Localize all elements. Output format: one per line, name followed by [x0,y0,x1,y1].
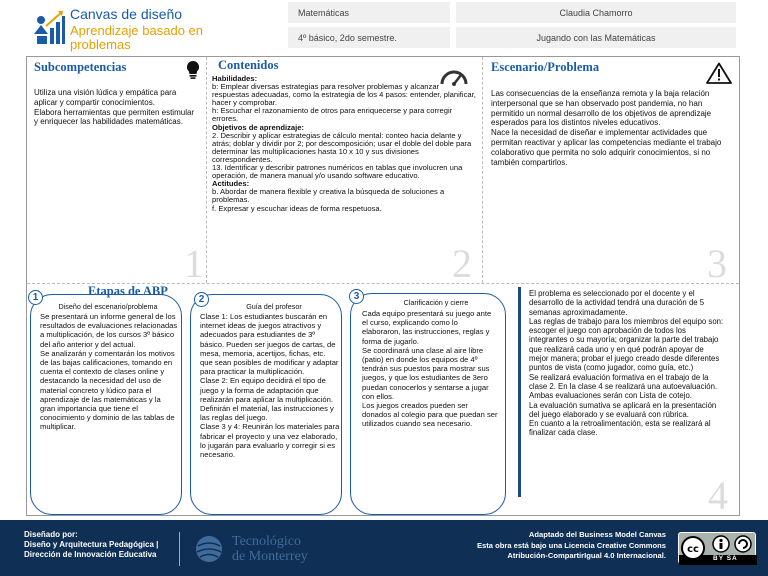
license-text: Adaptado del Business Model Canvas Esta obra está bajo una Licencia Creative Commons Atribución-CompartirIgual 4.0 Internacional. [476,530,666,560]
section-number: 4 [708,473,728,518]
contenidos-line: h: Escuchar el razonamiento de otros para enriquecerse y para corregir errores. [212,106,453,124]
grade-value: 4º básico, 2do semestre. [298,32,397,43]
contenidos-line: 13. Identificar y describir patrones numéricos en tablas que involucren una operación, de manera manual y/o usando software educativo. [212,163,463,181]
stage-body: Se presentará un informe general de los resultados de evaluaciones relacionadas a multiplicación, de los cursos 3º básico del año anterior y del actual. Se analizarán y comentarán los motivos de las bajas calificaciones, tomando en cuenta el contexto de clases online y destacando la necesidad del uso de material concreto y lúdico para el aprendizaje de las matemáticas y la gran importancia que tiene el conocimiento y dominio de las tablas de multiplicar. [40,312,178,432]
stage-heading: Guía del profesor [246,302,302,311]
section-number: 2 [452,241,472,286]
subcompetencias-body: Utiliza una visión lúdica y empática para aplicar y compartir conocimientos. Elabora herramientas que permiten estimular y enriquecer las habilidades matemáticas. [34,88,195,127]
institution-name: Tecnológico de Monterrey [232,534,308,564]
author-value: Claudia Chamorro [559,7,633,18]
svg-text:cc: cc [687,544,699,555]
divider [482,57,483,283]
grade-field[interactable] [288,27,450,48]
contenidos-line: b: Emplear diversas estrategias para resolver problemas y alcanzar respuestas adecuadas, como la estrategia de los 4 pasos: entender, planificar, hacer y comprobar. [212,82,476,108]
stage-body: Cada equipo presentará su juego ante el curso, explicando como lo elaboraron, las instrucciones, reglas y forma de jugarlo. Se coordinará una clase al aire libre (patio) en donde los equipos de 4º tendrán sus puestos para mostrar sus juegos, y que los estudiantes de 3ero puedan conocerlos y sentarse a jugar con ellos. Los juegos creados pueden ser donados al colegio para que puedan ser utilizados cuando sea necesario. [362,309,498,429]
contenidos-heading: Actitudes: [212,179,250,189]
stage-heading: Clarificación y cierre [403,298,469,307]
contenidos-line: 2. Describir y aplicar estrategias de cálculo mental: conteo hacia delante y atrás; doblar y dividir por 2; por descomposición; usar el doble del doble para determinar las multiplicaciones hasta 10 x 10 y sus divisiones correspondientes. [212,130,472,164]
footer-divider [179,532,180,566]
lightbulb-icon [184,60,202,85]
section-number: 3 [707,241,727,286]
subject-field[interactable] [288,2,450,23]
etapas-notes: El problema es seleccionado por el docente y el desarrollo de la actividad tendrá una duración de 5 semanas aproximadamente. Las reglas de trabajo para los miembros del equipo son: escoger el juego con aprobación de todos los integrantes o su mayoría; organizar la parte del trabajo que realizará cada uno y en qué podrán apoyar de mejor manera; probar el juego creado desde diferentes puntos de vista (como jugador, como guía, etc.) Se realizará evaluación formativa en el trabajo de la clase 2. En la clase 4 se realizará una autoevaluación. Ambas evaluaciones serán con Lista de cotejo. La evaluación sumativa se aplicará en la presentación del juego elaborado y se evaluará con rúbrica. En cuanto a la retroalimentación, esta se realizará al finalizar cada clase. [529,289,724,438]
footer [0,520,768,576]
creative-commons-icon[interactable] [678,532,756,564]
stage-number: 1 [28,290,43,305]
cc-badge-label: BY SA [713,555,738,562]
escenario-title: Escenario/Problema [491,60,600,74]
project-field[interactable] [456,27,736,48]
canvas-title: Canvas de diseño [70,6,183,22]
contenidos-heading: Habilidades: [212,74,258,83]
author-field[interactable] [456,2,736,23]
escenario-body: Las consecuencias de la enseñanza remota y la baja relación interpersonal que se han observado post pandemia, no han permitido un normal desarrollo de los objetivos de aprendizaje esperados para los distintos niveles educativos. Nace la necesidad de diseñar e implementar actividades que permitan reactivar y aplicar las competencias mediante el trabajo colaborativo que permita no solo adquirir conocimientos, si no también compartirlos. [491,89,722,167]
stage-number: 3 [349,289,364,304]
section-number: 1 [184,241,204,286]
contenidos-line: f. Expresar y escuchar ideas de forma respetuosa. [212,203,382,213]
people-chart-icon [32,8,66,48]
stage-number: 2 [194,292,209,307]
project-value: Jugando con las Matemáticas [536,32,656,43]
contenidos-heading: Objetivos de aprendizaje: [212,122,304,132]
etapas-title: Etapas de ABP [88,284,168,298]
divider [206,57,207,283]
contenidos-line: b. Abordar de manera flexible y creativa la búsqueda de soluciones a problemas. [212,187,445,205]
contenidos-title: Contenidos [218,58,279,72]
subject-value: Matemáticas [298,7,350,18]
accent-bar [518,287,521,497]
subcompetencias-title: Subcompetencias [34,60,127,74]
stage-heading: Diseño del escenario/problema [58,302,158,311]
globe-icon [194,534,224,569]
canvas-subtitle: Aprendizaje basado en problemas [70,23,203,52]
warning-icon [706,62,732,89]
contenidos-body [212,75,476,213]
stage-body: Clase 1: Los estudiantes buscarán en internet ideas de juegos atractivos y adecuados para estudiantes de 3º básico. Pueden ser juegos de cartas, de mesa, memoria, acertijos, fichas, etc. que sean posibles de modificar y adaptar para practicar la multiplicación. Clase 2: En equipo decidirá el tipo de juego y la forma de adaptación que realizarán para aplicar la multiplicación. Definirán el material, las instrucciones y las reglas del juego. Clase 3 y 4: Reunirán los materiales para fabricar el proyecto y una vez elaborado, lo jugarán para evaluarlo y corregir si es necesario. [200,312,340,460]
designed-by: Diseñado por: Diseño y Arquitectura Pedagógica | Dirección de Innovación Educativa [24,530,159,559]
